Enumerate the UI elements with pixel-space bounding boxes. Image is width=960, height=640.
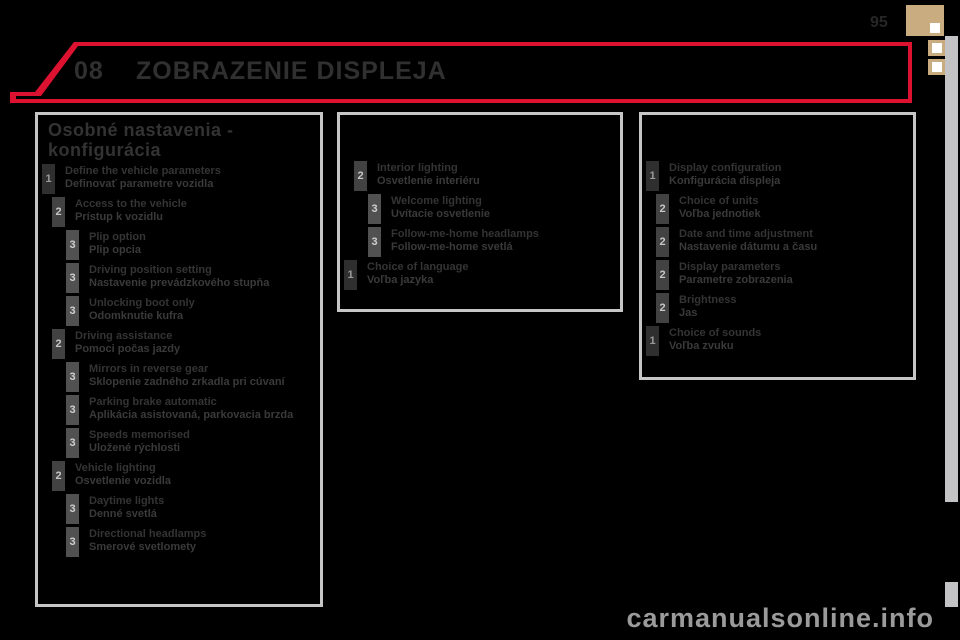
item-number-badge: 3 xyxy=(66,296,79,326)
menu-item xyxy=(52,329,320,359)
menu-list xyxy=(642,115,913,356)
header-banner xyxy=(0,0,930,110)
menu-item xyxy=(646,161,913,191)
item-label-sk: Aplikácia asistovaná, parkovacia brzda xyxy=(89,409,294,421)
panel-lighting-language xyxy=(337,112,623,312)
item-labels xyxy=(75,461,171,488)
item-label-en: Display parameters xyxy=(679,261,781,273)
item-labels xyxy=(679,293,736,320)
item-number-badge: 2 xyxy=(52,197,65,227)
menu-item xyxy=(66,494,320,524)
panel-title xyxy=(38,115,320,160)
item-label-en: Parking brake automatic xyxy=(89,396,217,408)
page-title: ZOBRAZENIE DISPLEJA xyxy=(136,57,447,85)
item-labels xyxy=(65,164,221,191)
item-label-en: Choice of units xyxy=(679,195,759,207)
item-labels xyxy=(89,494,164,521)
section-number: 08 xyxy=(74,57,104,85)
item-label-sk: Voľba zvuku xyxy=(669,340,734,352)
item-number-badge: 3 xyxy=(66,263,79,293)
item-label-en: Driving position setting xyxy=(89,264,212,276)
item-labels xyxy=(679,260,793,287)
item-labels xyxy=(75,197,187,224)
item-label-en: Choice of language xyxy=(367,261,469,273)
item-label-sk: Nastavenie prevádzkového stupňa xyxy=(89,277,270,289)
item-label-en: Date and time adjustment xyxy=(679,228,813,240)
menu-list xyxy=(38,164,320,557)
item-number-badge: 2 xyxy=(52,329,65,359)
item-label-sk: Uvítacie osvetlenie xyxy=(391,208,491,220)
item-number-badge: 1 xyxy=(42,164,55,194)
menu-item xyxy=(656,227,913,257)
item-number-badge: 1 xyxy=(646,161,659,191)
item-label-en: Choice of sounds xyxy=(669,327,762,339)
panel-personal-settings xyxy=(35,112,323,607)
panel-display-configuration xyxy=(639,112,916,380)
item-number-badge: 3 xyxy=(66,494,79,524)
item-number-badge: 2 xyxy=(656,227,669,257)
page-edge-strip xyxy=(945,36,958,502)
menu-item xyxy=(368,194,620,224)
item-label-sk: Definovať parametre vozidla xyxy=(65,178,214,190)
item-label-sk: Prístup k vozidlu xyxy=(75,211,164,223)
menu-item xyxy=(52,197,320,227)
item-label-sk: Voľba jazyka xyxy=(367,274,434,286)
item-labels xyxy=(377,161,480,188)
item-label-en: Directional headlamps xyxy=(89,528,207,540)
item-labels xyxy=(89,395,293,422)
item-number-badge: 3 xyxy=(368,227,381,257)
item-label-en: Driving assistance xyxy=(75,330,173,342)
menu-item xyxy=(656,194,913,224)
item-labels xyxy=(391,227,539,254)
bookmark-square-icon xyxy=(932,62,942,72)
item-number-badge: 2 xyxy=(656,194,669,224)
item-number-badge: 3 xyxy=(66,428,79,458)
menu-item xyxy=(52,461,320,491)
item-label-sk: Odomknutie kufra xyxy=(89,310,184,322)
item-number-badge: 1 xyxy=(344,260,357,290)
item-labels xyxy=(679,194,761,221)
page-edge-chip xyxy=(945,582,958,607)
item-number-badge: 2 xyxy=(656,293,669,323)
item-label-en: Welcome lighting xyxy=(391,195,482,207)
bookmark-tab xyxy=(906,5,944,36)
item-label-sk: Jas xyxy=(679,307,698,319)
item-labels xyxy=(391,194,490,221)
item-label-sk: Sklopenie zadného zrkadla pri cúvaní xyxy=(89,376,285,388)
watermark: carmanualsonline.info xyxy=(626,603,934,633)
item-label-sk: Osvetlenie vozidla xyxy=(75,475,171,487)
item-label-en: Vehicle lighting xyxy=(75,462,156,474)
menu-item xyxy=(656,293,913,323)
item-number-badge: 3 xyxy=(66,527,79,557)
menu-item xyxy=(368,227,620,257)
item-labels xyxy=(669,326,761,353)
bookmark-square-icon xyxy=(932,43,942,53)
item-label-sk: Voľba jednotiek xyxy=(679,208,761,220)
menu-item xyxy=(344,260,620,290)
item-number-badge: 1 xyxy=(646,326,659,356)
bookmark-square-3 xyxy=(928,59,946,75)
menu-item xyxy=(354,161,620,191)
item-label-en: Define the vehicle parameters xyxy=(65,165,221,177)
item-labels xyxy=(89,263,269,290)
item-label-en: Brightness xyxy=(679,294,737,306)
item-label-en: Unlocking boot only xyxy=(89,297,195,309)
item-number-badge: 2 xyxy=(354,161,367,191)
menu-item xyxy=(66,362,320,392)
item-number-badge: 2 xyxy=(52,461,65,491)
menu-item xyxy=(66,428,320,458)
item-label-en: Speeds memorised xyxy=(89,429,190,441)
item-label-en: Access to the vehicle xyxy=(75,198,187,210)
panel-title-line2: konfigurácia xyxy=(48,140,162,160)
menu-item xyxy=(66,230,320,260)
menu-item xyxy=(66,296,320,326)
item-label-sk: Smerové svetlomety xyxy=(89,541,196,553)
item-label-sk: Pomoci počas jazdy xyxy=(75,343,181,355)
panel-title-line1: Osobné nastavenia - xyxy=(48,120,234,140)
item-number-badge: 3 xyxy=(368,194,381,224)
item-label-sk: Nastavenie dátumu a času xyxy=(679,241,818,253)
item-labels xyxy=(89,362,285,389)
bookmark-square-icon xyxy=(930,23,940,33)
menu-item xyxy=(66,263,320,293)
item-labels xyxy=(89,428,190,455)
menu-item xyxy=(66,395,320,425)
menu-item xyxy=(66,527,320,557)
item-number-badge: 3 xyxy=(66,230,79,260)
item-labels xyxy=(89,296,195,323)
item-label-sk: Plip opcia xyxy=(89,244,141,256)
item-labels xyxy=(89,230,146,257)
item-label-sk: Uložené rýchlosti xyxy=(89,442,181,454)
bookmark-square-2 xyxy=(928,40,946,56)
menu-item xyxy=(656,260,913,290)
item-label-sk: Osvetlenie interiéru xyxy=(377,175,480,187)
menu-item xyxy=(42,164,320,194)
page-number: 95 xyxy=(870,14,888,31)
item-label-en: Daytime lights xyxy=(89,495,165,507)
item-labels xyxy=(679,227,817,254)
menu-list xyxy=(340,115,620,290)
item-labels xyxy=(367,260,468,287)
item-labels xyxy=(669,161,781,188)
item-label-sk: Denné svetlá xyxy=(89,508,157,520)
menu-item xyxy=(646,326,913,356)
item-number-badge: 3 xyxy=(66,362,79,392)
item-number-badge: 2 xyxy=(656,260,669,290)
item-label-en: Plip option xyxy=(89,231,146,243)
item-label-en: Display configuration xyxy=(669,162,782,174)
item-label-sk: Parametre zobrazenia xyxy=(679,274,793,286)
item-label-en: Interior lighting xyxy=(377,162,458,174)
item-label-en: Follow-me-home headlamps xyxy=(391,228,539,240)
item-label-sk: Follow-me-home svetlá xyxy=(391,241,513,253)
item-number-badge: 3 xyxy=(66,395,79,425)
item-label-sk: Konfigurácia displeja xyxy=(669,175,781,187)
item-labels xyxy=(89,527,206,554)
item-label-en: Mirrors in reverse gear xyxy=(89,363,209,375)
item-labels xyxy=(75,329,180,356)
